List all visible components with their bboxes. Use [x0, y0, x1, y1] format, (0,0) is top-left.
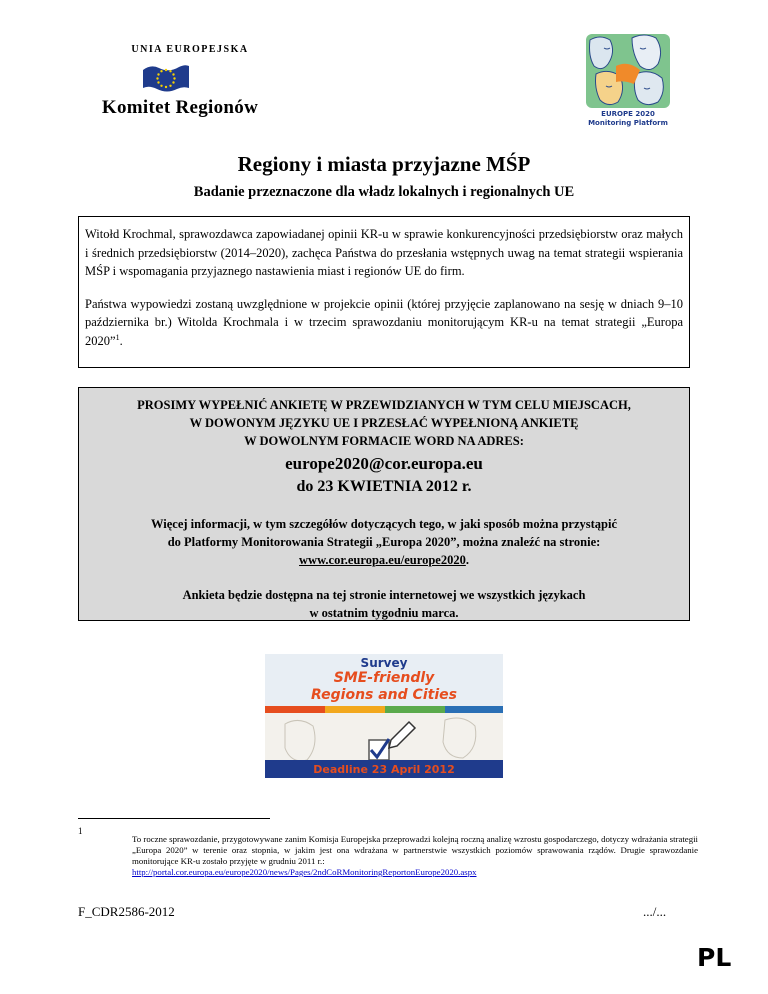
page-subtitle: Badanie przeznaczone dla władz lokalnych i regionalnych UE	[193, 184, 575, 200]
footnote-reference[interactable]: 1	[115, 332, 120, 342]
language-code: PL	[697, 943, 732, 972]
footnote-link[interactable]: http://portal.cor.europa.eu/europe2020/news/Pages/2ndCoRMonitoringReportonEurope2020.aspx	[132, 867, 477, 877]
info-line-2: do Platformy Monitorowania Strategii „Europa 2020”, można znaleźć na stronie:	[167, 535, 601, 549]
page-title: Regiony i miasta przyjazne MŚP	[237, 152, 531, 176]
footnote-number: 1	[78, 826, 83, 836]
instructions-box	[78, 387, 690, 621]
info-link-line	[79, 551, 689, 569]
footnote-separator	[78, 818, 270, 819]
instruction-line-3: W DOWOLNYM FORMACIE WORD NA ADRES:	[244, 434, 524, 448]
survey-banner-title: Survey	[360, 656, 408, 670]
footnote-body: To roczne sprawozdanie, przygotowywane zanim Komisja Europejska przeprowadzi kolejną roczną analizę wzrostu gospodarczego, dotyczy wdrażania strategii „Europa 2020” w terenie oraz stopnia, w jakim jest ona wdrażana w partnerstwie wszystkich poziomów sprawowania rządów. Drugie sprawozdanie monitorujące KR-u zostało przyjęte w grudniu 2011 r.:	[132, 834, 698, 866]
europe2020-website-link[interactable]: www.cor.europa.eu/europe2020	[299, 553, 466, 567]
eu-flag-logo	[143, 62, 189, 93]
committee-of-regions-name: Komitet Regionów	[101, 97, 259, 118]
submission-deadline: do 23 KWIETNIA 2012 r.	[296, 478, 472, 495]
platform-logo-line2: Monitoring Platform	[588, 119, 668, 127]
info-line-1: Więcej informacji, w tym szczegółów dotyczących tego, w jaki sposób można przystąpić	[151, 517, 617, 531]
intro-paragraph-1: Witołd Krochmal, sprawozdawca zapowiadanej opinii KR-u w sprawie konkurencyjności przedsiębiorstw oraz małych i średnich przedsiębiorstw (2014–2020), zachęca Państwa do przesłania wstępnych uwag na temat strategii wspierania MŚP i wspomagania przyjaznego nastawienia miast i regionów UE do firm.	[85, 227, 683, 278]
footnote-text	[132, 834, 698, 878]
survey-banner-line3: Regions and Cities	[311, 687, 457, 703]
intro-paragraph-2	[85, 295, 683, 351]
document-code: F_CDR2586-2012	[78, 904, 175, 919]
intro-paragraph-2-end: .	[119, 333, 123, 348]
survey-banner-deadline: Deadline 23 April 2012	[313, 763, 455, 776]
survey-banner-line2: SME-friendly	[333, 670, 435, 686]
intro-paragraph-2-text: Państwa wypowiedzi zostaną uwzględnione w projekcie opinii (której przyjęcie zaplanowano na sesję w dniach 9–10 października br.) Witolda Krochmala i w trzecim sprawozdaniu monitorującym KR-u na temat strategii „Europa 2020”	[85, 296, 683, 348]
intro-box	[78, 216, 690, 368]
info-link-end: .	[465, 553, 469, 567]
availability-line-1: Ankieta będzie dostępna na tej stronie internetowej we wszystkich językach	[182, 588, 586, 602]
availability-line-2: w ostatnim tygodniu marca.	[309, 606, 459, 620]
eu-label: UNIA EUROPEJSKA	[131, 44, 249, 55]
page-continuation-mark: .../...	[643, 904, 667, 919]
instruction-line-1: PROSIMY WYPEŁNIĆ ANKIETĘ W PRZEWIDZIANYCH W TYM CELU MIEJSCACH,	[137, 398, 631, 412]
platform-logo-line1: EUROPE 2020	[601, 110, 655, 118]
instruction-line-2: W DOWONYM JĘZYKU UE I PRZESŁAĆ WYPEŁNIONĄ ANKIETĘ	[189, 416, 579, 430]
contact-email-link[interactable]: europe2020@cor.europa.eu	[285, 454, 483, 473]
